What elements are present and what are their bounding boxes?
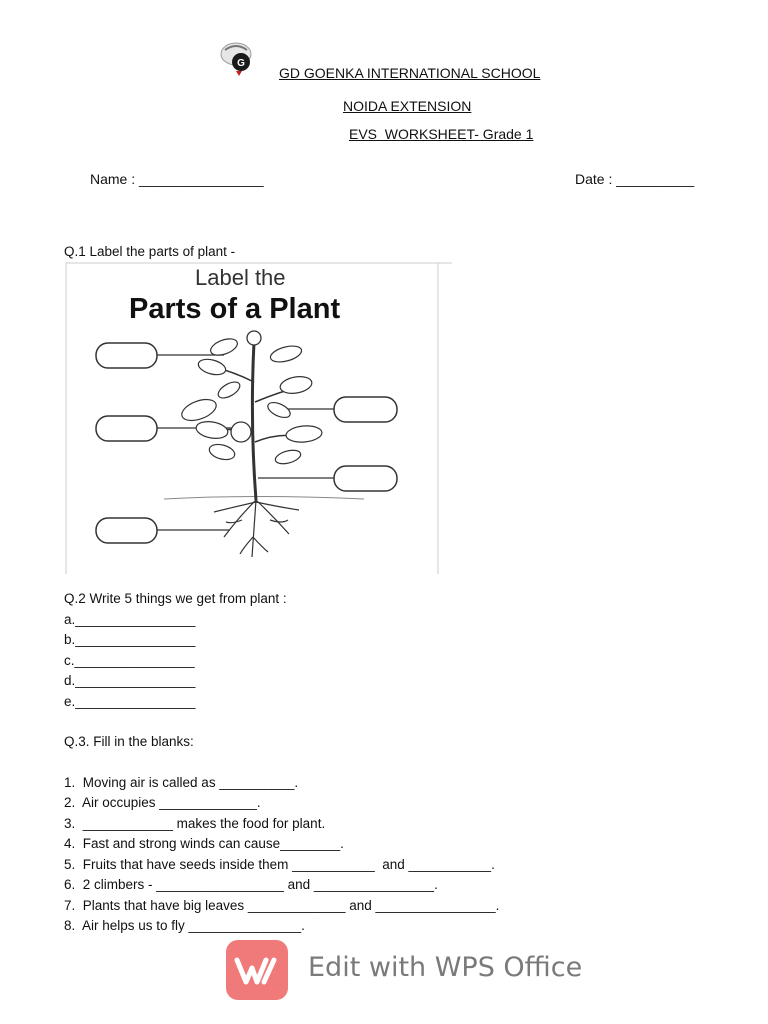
school-logo — [216, 40, 256, 78]
svg-text:G: G — [237, 58, 245, 69]
q2-title: Q.2 Write 5 things we get from plant : — [64, 591, 287, 606]
label-box-stem — [334, 466, 397, 491]
name-field[interactable]: Name : ________________ — [90, 171, 264, 187]
q3-item[interactable]: 1. Moving air is called as __________. — [64, 775, 299, 790]
q3-item[interactable]: 7. Plants that have big leaves _____________ and ________________. — [64, 898, 500, 913]
school-location: NOIDA EXTENSION — [343, 98, 472, 114]
diagram-title-line2: Parts of a Plant — [129, 293, 341, 325]
q3-item[interactable]: 6. 2 climbers - _________________ and ________________. — [64, 877, 438, 892]
q3-item[interactable]: 8. Air helps us to fly _______________. — [64, 918, 305, 933]
wps-edit-label[interactable]: Edit with WPS Office — [308, 952, 583, 983]
q3-item[interactable]: 3. ____________ makes the food for plant. — [64, 816, 326, 831]
q1-title: Q.1 Label the parts of plant - — [64, 244, 236, 259]
wps-watermark[interactable] — [226, 940, 583, 1002]
wps-logo-icon — [226, 940, 288, 1000]
q3-item[interactable]: 2. Air occupies _____________. — [64, 795, 261, 810]
plant-parts-diagram — [64, 262, 454, 574]
q3-item[interactable]: 5. Fruits that have seeds inside them ___________ and ___________. — [64, 857, 495, 872]
q3-title: Q.3. Fill in the blanks: — [64, 734, 194, 749]
date-field[interactable]: Date : __________ — [575, 171, 695, 187]
q3-item[interactable]: 4. Fast and strong winds can cause________. — [64, 836, 344, 851]
q2-item[interactable]: d.________________ — [64, 673, 196, 688]
q2-item[interactable]: e.________________ — [64, 694, 196, 709]
label-box-fruit — [334, 397, 397, 422]
diagram-title-line1: Label the — [195, 265, 286, 290]
label-box-flower — [96, 343, 157, 368]
q2-item[interactable]: a.________________ — [64, 612, 196, 627]
label-box-roots — [96, 518, 157, 543]
school-name: GD GOENKA INTERNATIONAL SCHOOL — [279, 65, 541, 81]
q2-item[interactable]: b.________________ — [64, 632, 196, 647]
q2-item[interactable]: c.________________ — [64, 653, 195, 668]
label-box-leaf — [96, 416, 157, 441]
worksheet-title: EVS WORKSHEET- Grade 1 — [349, 126, 534, 142]
